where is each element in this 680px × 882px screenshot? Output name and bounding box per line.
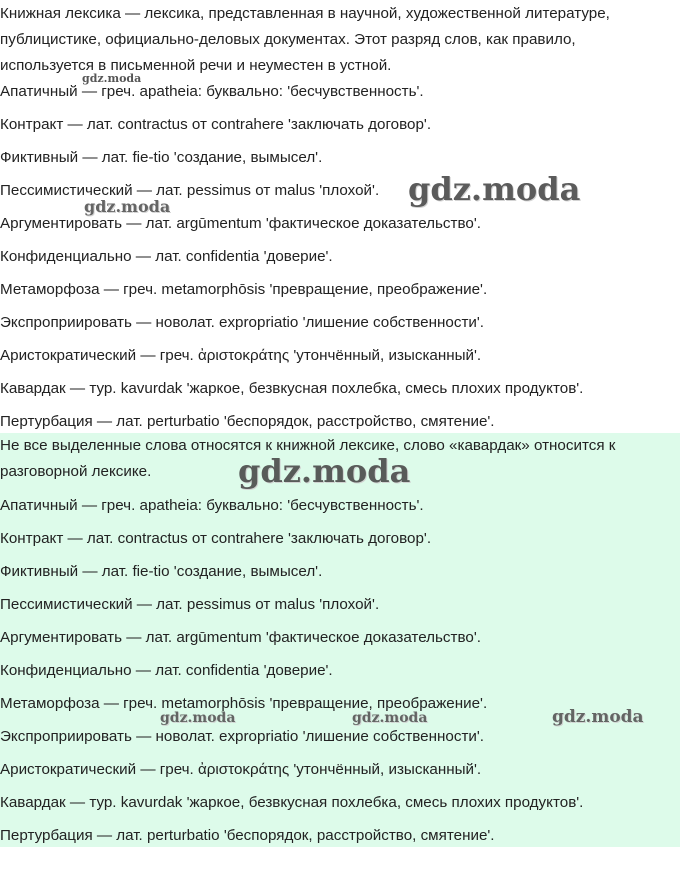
answer-word-metamorphosis: Метаморфоза — греч. metamorphōsis 'превращение, преображение'. <box>0 695 488 712</box>
word-kavardak: Кавардак — тур. kavurdak 'жаркое, безвкусная похлебка, смесь плохих продуктов'. <box>0 380 584 397</box>
intro-line-3: используется в письменной речи и неуместен в устной. <box>0 57 392 74</box>
watermark-5: gdz.moda <box>160 710 236 726</box>
watermark-6: gdz.moda <box>352 710 428 726</box>
word-pessimistic: Пессимистический — лат. pessimus от malus 'плохой'. <box>0 182 380 199</box>
word-contract: Контракт — лат. contractus от contrahere 'заключать договор'. <box>0 116 432 133</box>
intro-line-1: Книжная лексика — лексика, представленная в научной, художественной литературе, <box>0 5 610 22</box>
watermark-4: gdz.moda <box>238 452 411 490</box>
answer-word-fictitious: Фиктивный — лат. fie-tio 'создание, вымысел'. <box>0 563 323 580</box>
word-confidential: Конфиденциально — лат. confidentia 'доверие'. <box>0 248 333 265</box>
answer-line-2: разговорной лексике. <box>0 463 152 480</box>
watermark-2: gdz.moda <box>408 170 581 208</box>
answer-word-expropriate: Экспроприировать — новолат. expropriatio 'лишение собственности'. <box>0 728 485 745</box>
watermark-1: gdz.moda <box>82 72 142 85</box>
answer-word-perturbation: Пертурбация — лат. perturbatio 'беспорядок, расстройство, смятение'. <box>0 827 495 844</box>
word-aristocratic: Аристократический — греч. ἀριστοκράτης 'утончённый, изысканный'. <box>0 347 482 364</box>
answer-word-pessimistic: Пессимистический — лат. pessimus от malus 'плохой'. <box>0 596 380 613</box>
word-apathetic: Апатичный — греч. apatheia: буквально: 'бесчувственность'. <box>0 83 424 100</box>
word-metamorphosis: Метаморфоза — греч. metamorphōsis 'превращение, преображение'. <box>0 281 488 298</box>
word-fictitious: Фиктивный — лат. fie-tio 'создание, вымысел'. <box>0 149 323 166</box>
answer-word-kavardak: Кавардак — тур. kavurdak 'жаркое, безвкусная похлебка, смесь плохих продуктов'. <box>0 794 584 811</box>
answer-word-argue: Аргументировать — лат. argūmentum 'фактическое доказательство'. <box>0 629 481 646</box>
answer-word-confidential: Конфиденциально — лат. confidentia 'доверие'. <box>0 662 333 679</box>
watermark-7: gdz.moda <box>552 707 644 727</box>
answer-word-contract: Контракт — лат. contractus от contrahere 'заключать договор'. <box>0 530 432 547</box>
watermark-3: gdz.moda <box>84 197 171 216</box>
answer-word-apathetic: Апатичный — греч. apatheia: буквально: 'бесчувственность'. <box>0 497 424 514</box>
word-expropriate: Экспроприировать — новолат. expropriatio 'лишение собственности'. <box>0 314 485 331</box>
answer-line-1: Не все выделенные слова относятся к книжной лексике, слово «кавардак» относится к <box>0 437 616 454</box>
answer-word-aristocratic: Аристократический — греч. ἀριστοκράτης 'утончённый, изысканный'. <box>0 761 482 778</box>
intro-line-2: публицистике, официально-деловых документах. Этот разряд слов, как правило, <box>0 31 576 48</box>
word-perturbation: Пертурбация — лат. perturbatio 'беспорядок, расстройство, смятение'. <box>0 413 495 430</box>
word-argue: Аргументировать — лат. argūmentum 'фактическое доказательство'. <box>0 215 481 232</box>
